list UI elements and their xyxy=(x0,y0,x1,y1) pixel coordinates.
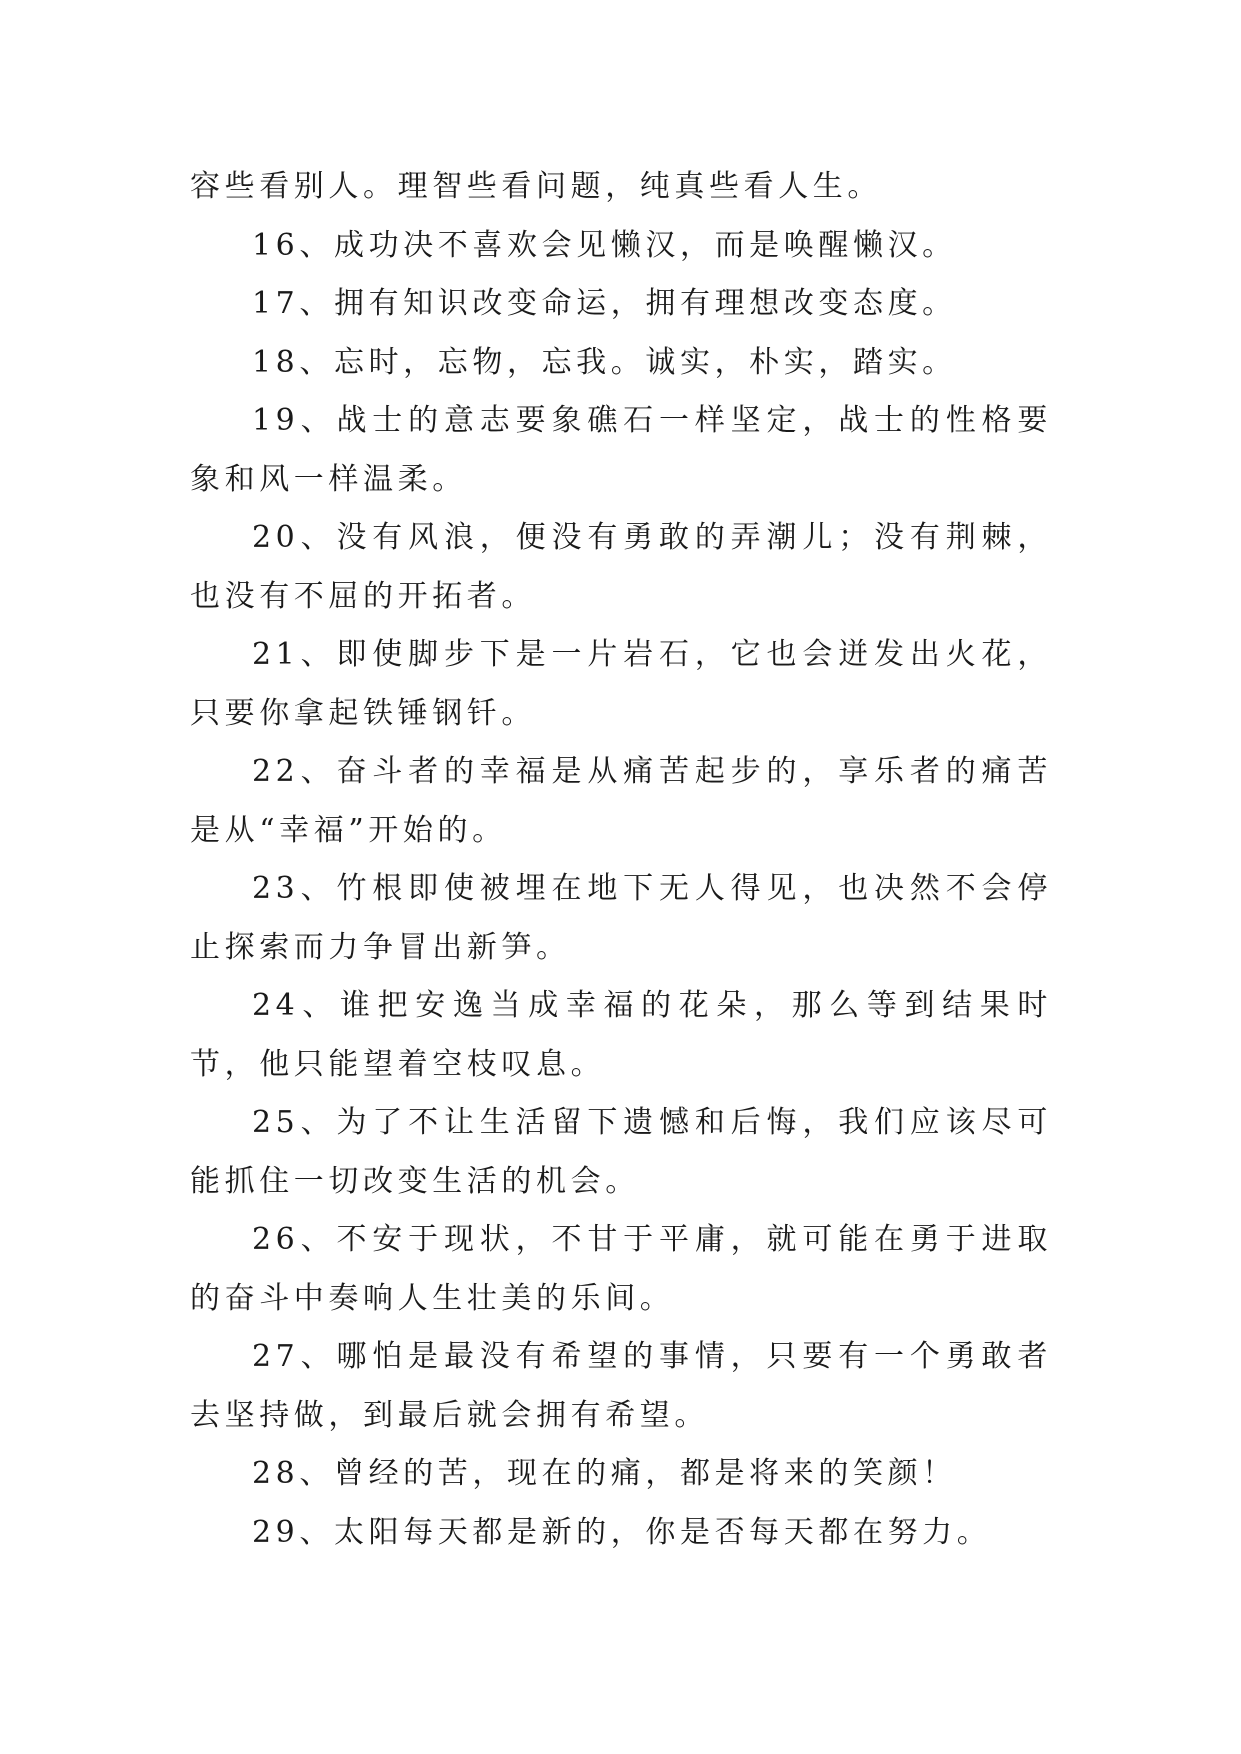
document-body xyxy=(190,158,1052,1562)
quote-19: 19、战士的意志要象礁石一样坚定，战士的性格要象和风一样温柔。 xyxy=(190,403,1052,497)
quote-21: 21、即使脚步下是一片岩石，它也会迸发出火花，只要你拿起铁锤钢钎。 xyxy=(190,637,1052,731)
paragraph-continuation: 容些看别人。理智些看问题，纯真些看人生。 xyxy=(190,169,882,204)
quote-22: 22、奋斗者的幸福是从痛苦起步的，享乐者的痛苦是从“幸福”开始的。 xyxy=(190,754,1052,848)
quote-28: 28、曾经的苦，现在的痛，都是将来的笑颜！ xyxy=(252,1456,957,1491)
quote-29: 29、太阳每天都是新的，你是否每天都在努力。 xyxy=(252,1514,992,1550)
quote-24: 24、谁把安逸当成幸福的花朵，那么等到结果时节，他只能望着空枝叹息。 xyxy=(190,988,1052,1082)
quote-20: 20、没有风浪，便没有勇敢的弄潮儿；没有荆棘，也没有不屈的开拓者。 xyxy=(190,520,1052,614)
quote-23: 23、竹根即使被埋在地下无人得见，也决然不会停止探索而力争冒出新笋。 xyxy=(190,871,1052,965)
quote-17: 17、拥有知识改变命运，拥有理想改变态度。 xyxy=(252,286,957,321)
quote-18: 18、忘时，忘物，忘我。诚实，朴实，踏实。 xyxy=(252,344,957,380)
quote-16: 16、成功决不喜欢会见懒汉，而是唤醒懒汉。 xyxy=(252,227,957,263)
quote-27: 27、哪怕是最没有希望的事情，只要有一个勇敢者去坚持做，到最后就会拥有希望。 xyxy=(190,1339,1052,1433)
quote-26: 26、不安于现状，不甘于平庸，就可能在勇于进取的奋斗中奏响人生壮美的乐间。 xyxy=(190,1222,1052,1316)
quote-25: 25、为了不让生活留下遗憾和后悔，我们应该尽可能抓住一切改变生活的机会。 xyxy=(190,1105,1052,1199)
